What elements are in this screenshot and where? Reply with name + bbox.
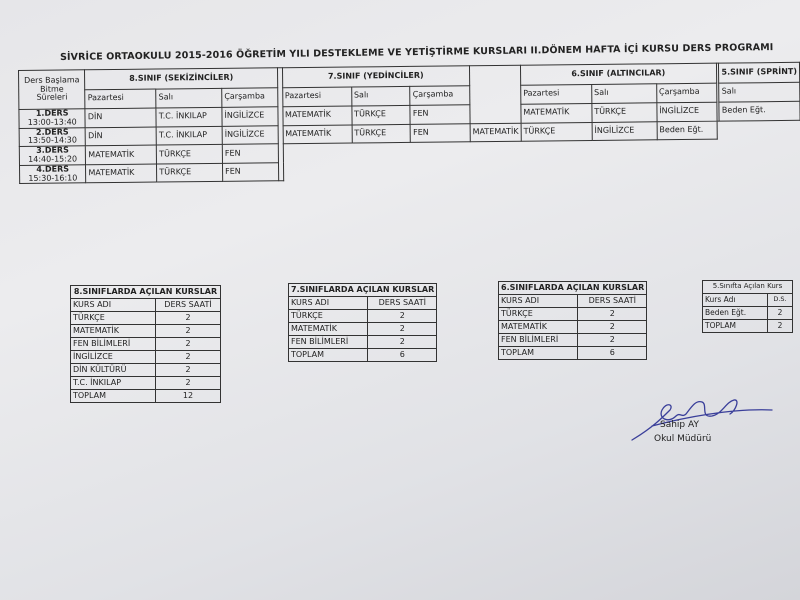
lesson-cell: TÜRKÇE — [352, 105, 411, 124]
courses-table-8 — [70, 285, 221, 403]
table-heading: 7.SINIFLARDA AÇILAN KURSLAR — [289, 284, 437, 297]
table-row — [289, 310, 437, 323]
course-name: Beden Eğt. — [703, 307, 768, 320]
lesson-time-cell: 1.DERS 13:00-13:40 — [19, 109, 86, 128]
total-row — [703, 320, 793, 333]
time-header: Ders Başlama Bitme Süreleri — [19, 70, 86, 110]
courses-table-7 — [288, 283, 437, 362]
schedule-table — [18, 62, 800, 185]
column-header: D.S. — [768, 294, 793, 307]
course-hours: 2 — [368, 336, 437, 349]
courses-table-6 — [498, 281, 647, 360]
table-row — [71, 312, 221, 325]
table-row — [289, 336, 437, 349]
lesson-cell: MATEMATİK — [470, 123, 521, 142]
table-row — [71, 377, 221, 390]
course-hours: 2 — [368, 310, 437, 323]
course-name: MATEMATİK — [71, 325, 156, 338]
course-name: TÜRKÇE — [71, 312, 156, 325]
table-row — [499, 308, 647, 321]
total-row — [71, 390, 221, 403]
lesson-cell: İNGİLİZCE — [592, 121, 657, 140]
day-header: Pazartesi — [85, 89, 156, 109]
table-row — [71, 325, 221, 338]
lesson-cell: DİN — [85, 127, 156, 146]
total-row — [499, 347, 647, 360]
lesson-cell: Beden Eğt. — [657, 121, 717, 140]
table-row — [71, 364, 221, 377]
document-title: SİVRİCE ORTAOKULU 2015-2016 ÖĞRETİM YILI DESTEKLEME VE YETİŞTİRME KURSLARI II.DÖNEM HAFTA İÇİ KURSU DERS PROGRAMI — [60, 42, 774, 63]
total-label: TOPLAM — [703, 320, 768, 333]
course-name: FEN BİLİMLERİ — [499, 334, 578, 347]
course-hours: 2 — [578, 308, 647, 321]
lesson-cell: Beden Eğt. — [719, 101, 800, 120]
table-heading: 8.SINIFLARDA AÇILAN KURSLAR — [71, 286, 221, 299]
course-hours: 2 — [768, 307, 793, 320]
group-header-7: 7.SINIF (YEDİNCİLER) — [282, 66, 470, 87]
day-header: Pazartesi — [521, 84, 592, 104]
course-hours: 2 — [156, 338, 221, 351]
lesson-cell: TÜRKÇE — [157, 163, 223, 182]
lesson-cell: İNGİLİZCE — [657, 102, 717, 121]
course-name: İNGİLİZCE — [71, 351, 156, 364]
course-name: MATEMATİK — [289, 323, 368, 336]
lesson-cell: MATEMATİK — [86, 145, 157, 164]
day-header: Çarşamba — [656, 83, 716, 103]
lesson-cell: TÜRKÇE — [157, 145, 223, 164]
day-header: Salı — [156, 88, 222, 108]
group-header-8: 8.SINIF (SEKİZİNCİLER) — [85, 68, 278, 90]
lesson-cell: TÜRKÇE — [521, 122, 592, 141]
course-name: MATEMATİK — [499, 321, 578, 334]
course-hours: 2 — [156, 351, 221, 364]
lesson-cell: MATEMATİK — [86, 164, 157, 183]
course-hours: 2 — [156, 377, 221, 390]
total-label: TOPLAM — [499, 347, 578, 360]
course-hours: 2 — [578, 334, 647, 347]
spacer — [469, 65, 521, 123]
course-hours: 2 — [156, 364, 221, 377]
lesson-time-cell: 4.DERS 15:30-16:10 — [19, 165, 86, 184]
column-header: KURS ADI — [289, 297, 368, 310]
total-label: TOPLAM — [71, 390, 156, 403]
lesson-cell: MATEMATİK — [282, 106, 351, 125]
lesson-cell: MATEMATİK — [283, 125, 352, 144]
total-value: 2 — [768, 320, 793, 333]
lesson-cell: DİN — [85, 108, 156, 127]
day-header: Pazartesi — [282, 87, 351, 107]
lesson-cell: TÜRKÇE — [352, 124, 411, 143]
lesson-cell: FEN — [222, 144, 278, 163]
total-row — [289, 349, 437, 362]
table-row — [71, 351, 221, 364]
signature-name: Sahip AY — [660, 420, 699, 430]
lesson-cell: MATEMATİK — [521, 103, 592, 122]
table-heading: 6.SINIFLARDA AÇILAN KURSLAR — [499, 282, 647, 295]
course-hours: 2 — [156, 325, 221, 338]
lesson-cell: FEN — [410, 123, 470, 142]
column-header: KURS ADI — [71, 299, 156, 312]
table-row — [289, 323, 437, 336]
course-name: TÜRKÇE — [289, 310, 368, 323]
day-header: Çarşamba — [410, 85, 470, 105]
lesson-time-cell: 3.DERS 14:40-15:20 — [19, 146, 86, 165]
total-value: 6 — [578, 347, 647, 360]
course-hours: 2 — [368, 323, 437, 336]
day-header: Salı — [719, 82, 800, 102]
lesson-cell: İNGİLİZCE — [222, 107, 278, 126]
lesson-cell: İNGİLİZCE — [222, 125, 278, 144]
lesson-cell: FEN — [222, 163, 278, 182]
table-row — [71, 338, 221, 351]
column-header: DERS SAATİ — [156, 299, 221, 312]
course-name: T.C. İNKILAP — [71, 377, 156, 390]
group-header-6: 6.SINIF (ALTINCILAR) — [520, 63, 716, 85]
table-row — [499, 334, 647, 347]
table-row — [703, 307, 793, 320]
lesson-cell: FEN — [410, 105, 470, 124]
course-name: FEN BİLİMLERİ — [71, 338, 156, 351]
column-header: KURS ADI — [499, 295, 578, 308]
day-header: Çarşamba — [222, 87, 278, 107]
course-name: TÜRKÇE — [499, 308, 578, 321]
table-heading: 5.Sınıfta Açılan Kurs — [703, 281, 793, 294]
course-hours: 2 — [578, 321, 647, 334]
lesson-cell: TÜRKÇE — [592, 103, 657, 122]
table-row — [499, 321, 647, 334]
column-header: DERS SAATİ — [578, 295, 647, 308]
course-name: DİN KÜLTÜRÜ — [71, 364, 156, 377]
course-name: FEN BİLİMLERİ — [289, 336, 368, 349]
total-label: TOPLAM — [289, 349, 368, 362]
day-header: Salı — [351, 86, 410, 106]
course-hours: 2 — [156, 312, 221, 325]
signature-title: Okul Müdürü — [654, 434, 712, 444]
lesson-time-cell: 2.DERS 13:50-14:30 — [19, 127, 86, 146]
column-header: DERS SAATİ — [368, 297, 437, 310]
group-header-5: 5.SINIF (SPRİNT) — [719, 62, 800, 82]
column-header: Kurs Adı — [703, 294, 768, 307]
lesson-cell: T.C. İNKILAP — [156, 126, 222, 145]
courses-table-5 — [702, 280, 793, 333]
day-header: Salı — [592, 83, 657, 103]
total-value: 6 — [368, 349, 437, 362]
total-value: 12 — [156, 390, 221, 403]
lesson-cell: T.C. İNKILAP — [156, 107, 222, 126]
